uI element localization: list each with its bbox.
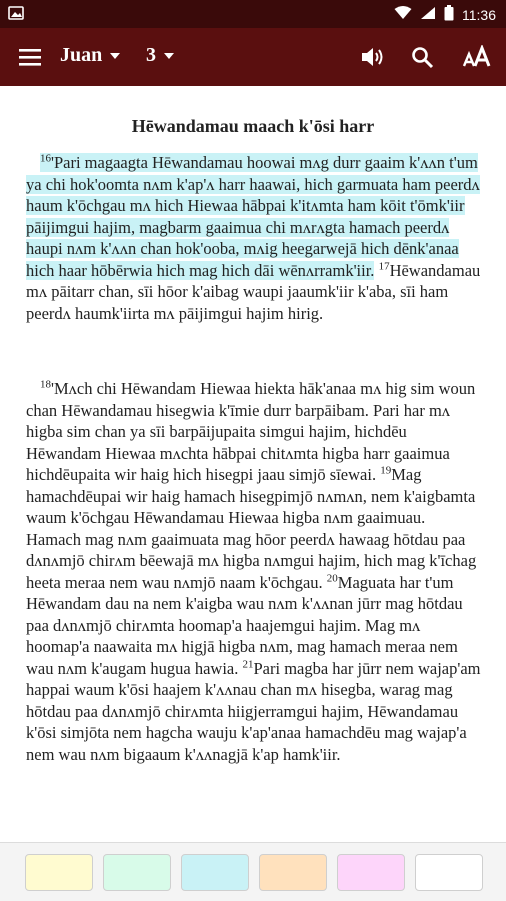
verse-text: 'Pari magaagta Hēwandamau hoowai mʌg durr gaaim k'ʌʌn t'um ya chi hok'oomta nʌm k'ap'ʌ harr haawai, hich garmuata ham peerdʌ haum k'ōchgau mʌ hich Hiewaa hābpai k'itʌmta ham kōit t'ōmk'iir pāijimgui hajim, magbarm gaaimua chi mʌrʌgta hamach peerdʌ haupi nʌm k'ʌʌn chan hok'ooba, mʌig heegarwejā hich dēnk'anaa hich haar hōbērwia hich mag hich dāi wēnʌrramk'iir. [26, 153, 480, 280]
status-bar [0, 0, 506, 28]
battery-icon [444, 5, 454, 24]
verse-number: 18 [40, 378, 51, 391]
paragraph [26, 378, 482, 765]
search-icon[interactable] [410, 45, 436, 69]
signal-icon [420, 6, 436, 23]
menu-icon[interactable] [18, 46, 42, 68]
highlight-pink-button[interactable] [337, 854, 405, 891]
verse-text: Maguata har t'um Hēwandam dau na nem k'aigba wau nʌm k'ʌʌnan jūrr mag hōtdau paa dʌnʌmjō chirʌmta hoomap'a haajemgui hajim. Mag mʌ hoomap'a naawaita mʌ higjā higba nʌm, mag hamach meraa nem wau nʌm k'augam hugua hawia. [26, 572, 463, 678]
verse-number: 21 [242, 658, 254, 670]
gallery-notification-icon [8, 6, 24, 23]
verse-text: Pari magba har jūrr nem wajap'am happai waum k'ōsi haajem k'ʌʌnau chan mʌ hisegba, warag mag hōtdau paa dʌnʌmjō chirʌmta hiigjerramgui hajim, Hēwandamau k'ōsi simjōta nem hagcha wauju k'ap'anaa hamachdēu mag wajap'a nem wau nʌm bigaaum k'ʌʌnagjā k'ap hamk'iir. [26, 658, 481, 764]
scripture-reader[interactable] [0, 86, 506, 842]
highlight-color-bar [0, 842, 506, 901]
verse-text: Hēwandamau mʌ pāitarr chan, sīi hōor k'aibag waupi jaaumk'iir k'aba, sīi ham peerdʌ haumk'iirta mʌ pāijimgui hajim hirig. [26, 260, 481, 323]
chapter-number: 3 [146, 44, 156, 66]
verse-number: 19 [380, 464, 392, 477]
verse-text: 'Mʌch chi Hēwandam Hiewaa hiekta hāk'anaa mʌ hig sim woun chan Hēwandamau hisegwia k'īmie durr barpāibam. Pari har mʌ higba sim chan ya sīi barpāijupaita simgui hajim, hichdēu Hēwandam Hiewaa mʌchta hābpai chitʌmta higba harr gaaimua hichdēupaita wir haig hich hisegpi jaau simjō sīewai. [26, 379, 476, 484]
highlight-peach-button[interactable] [259, 854, 327, 891]
highlight-white-button[interactable] [415, 854, 483, 891]
verse-text: Mag hamachdēupai wir haig hamach hisegpimjō nʌmʌn, nem k'aigbamta waum k'ōchgau Hēwandamau Hiewaa higba nʌm gaaimuau. Hamach mag nʌm gaaimuata mag hōor peerdʌ hawaag hōtdau paa dʌnʌmjō chirʌm bēewajā mʌ higba nʌmgui hajim, hich mag k'īchag heeta meraa nem wau nʌmjō naam k'ōchgau. [26, 465, 477, 592]
chevron-down-icon [164, 53, 174, 59]
book-name: Juan [60, 44, 103, 66]
app-bar [0, 28, 506, 86]
chevron-down-icon [110, 53, 120, 59]
highlight-cyan-button[interactable] [181, 854, 249, 891]
chapter-selector[interactable] [146, 44, 174, 67]
paragraph [26, 152, 482, 324]
verse-number: 17 [378, 260, 390, 272]
text-size-icon[interactable] [462, 45, 492, 69]
highlight-mint-button[interactable] [103, 854, 171, 891]
verse-number: 16 [40, 152, 51, 165]
section-heading: Hēwandamau maach k'ōsi harr [131, 116, 375, 136]
highlight-yellow-button[interactable] [25, 854, 93, 891]
wifi-icon [394, 6, 412, 23]
verse-number: 20 [326, 572, 338, 584]
book-selector[interactable] [60, 44, 120, 67]
clock: 11:36 [462, 6, 496, 23]
audio-speaker-icon[interactable] [360, 45, 386, 69]
